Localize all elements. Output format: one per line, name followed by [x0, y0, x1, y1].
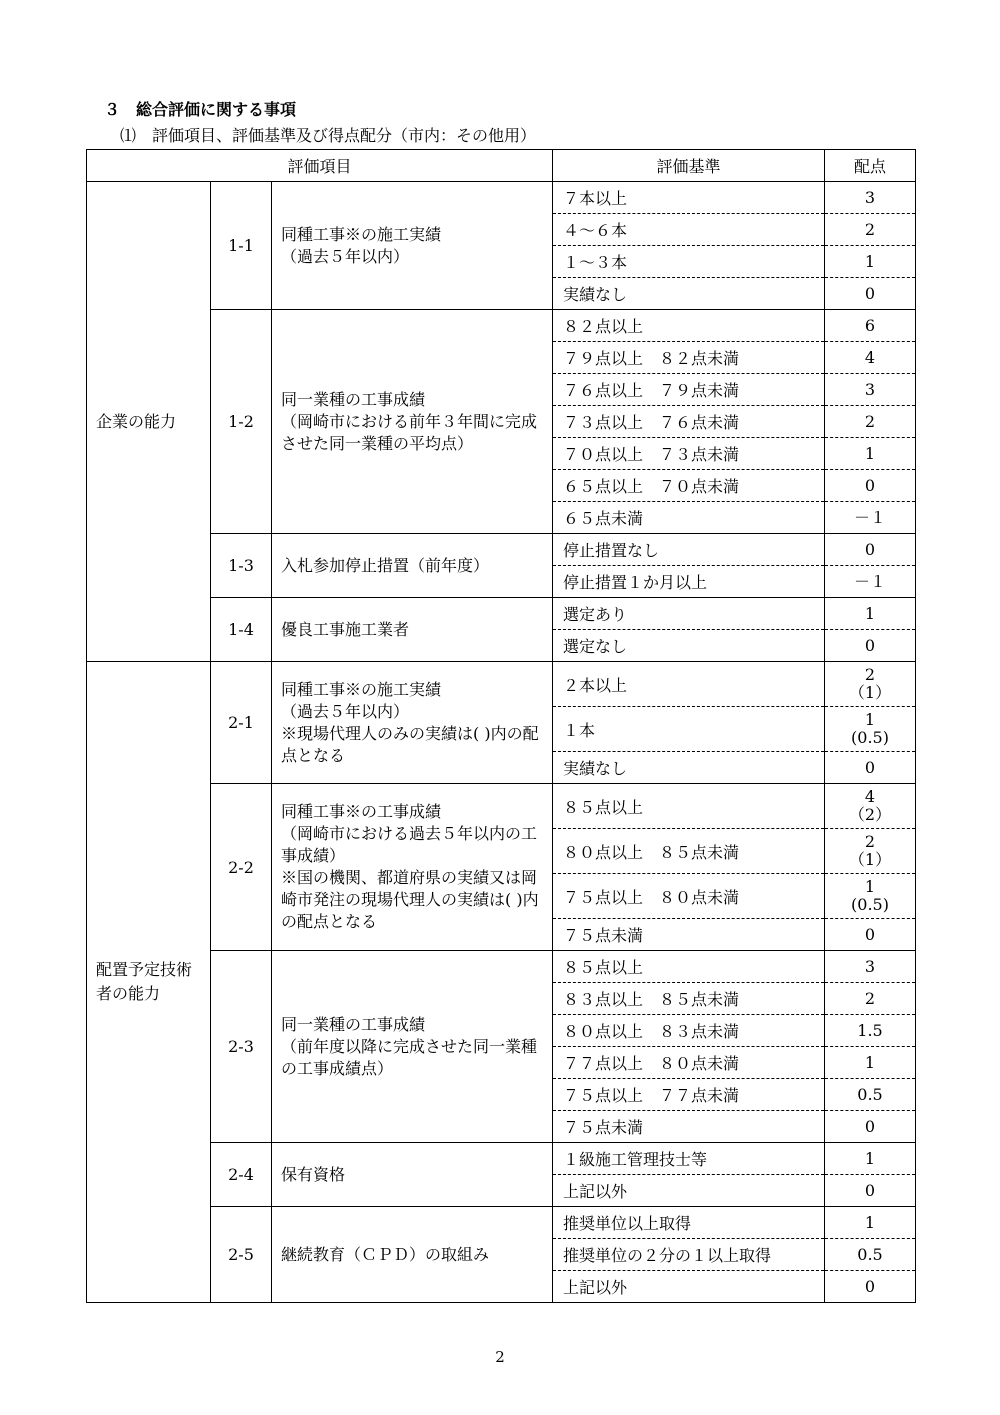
item-name: 同種工事※の施工実績 （過去５年以内）: [272, 182, 553, 310]
criterion-text: ７５点未満: [553, 919, 825, 951]
item-name: 継続教育（ＣＰＤ）の取組み: [272, 1207, 553, 1303]
criterion-text: 推奨単位以上取得: [553, 1207, 825, 1239]
criterion-points: [825, 598, 916, 630]
criterion-points: [825, 1143, 916, 1175]
item-code: 1-2: [211, 310, 272, 534]
criterion-points: [825, 919, 916, 951]
criterion-text: 停止措置１か月以上: [553, 566, 825, 598]
evaluation-table: [86, 149, 916, 1303]
item-name: 同一業種の工事成績 （岡崎市における前年３年間に完成させた同一業種の平均点）: [272, 310, 553, 534]
item-code: 2-5: [211, 1207, 272, 1303]
criterion-points: [825, 874, 916, 919]
criterion-points: [825, 406, 916, 438]
section-title: ３ 総合評価に関する事項: [104, 100, 297, 119]
evaluation-table-wrapper: [86, 149, 915, 1303]
criterion-text: １本: [553, 707, 825, 752]
points-alt-value: (0.5): [851, 728, 889, 747]
criterion-points: [825, 707, 916, 752]
criterion-text: ８５点以上: [553, 951, 825, 983]
points-value: 0: [864, 924, 876, 944]
table-row: [87, 951, 916, 983]
item-name: 保有資格: [272, 1143, 553, 1207]
item-code: 1-4: [211, 598, 272, 662]
criterion-points: [825, 662, 916, 707]
points-value: 0: [864, 283, 876, 303]
criterion-points: [825, 1175, 916, 1207]
points-value: 1: [864, 710, 876, 729]
item-code: 1-1: [211, 182, 272, 310]
table-row: [87, 310, 916, 342]
criterion-text: ８０点以上 ８３点未満: [553, 1015, 825, 1047]
table-body: [87, 182, 916, 1303]
points-value: 3: [864, 379, 876, 399]
criterion-text: ７本以上: [553, 182, 825, 214]
criterion-text: 上記以外: [553, 1175, 825, 1207]
criterion-points: [825, 983, 916, 1015]
criterion-points: [825, 246, 916, 278]
criterion-text: 選定あり: [553, 598, 825, 630]
points-value: 2: [864, 665, 876, 684]
item-code: 1-3: [211, 534, 272, 598]
criterion-points: [825, 310, 916, 342]
criterion-points: [825, 470, 916, 502]
criterion-text: ７９点以上 ８２点未満: [553, 342, 825, 374]
criterion-text: 実績なし: [553, 752, 825, 784]
criterion-text: ７０点以上 ７３点未満: [553, 438, 825, 470]
criterion-text: ８３点以上 ８５点未満: [553, 983, 825, 1015]
points-value: 0: [864, 539, 876, 559]
points-value: 1: [864, 443, 876, 463]
criterion-points: [825, 630, 916, 662]
points-value: 0: [864, 757, 876, 777]
item-name: 入札参加停止措置（前年度）: [272, 534, 553, 598]
criterion-text: 推奨単位の２分の１以上取得: [553, 1239, 825, 1271]
criterion-text: １～３本: [553, 246, 825, 278]
criterion-text: １級施工管理技士等: [553, 1143, 825, 1175]
page-number: 2: [495, 1348, 505, 1366]
subsection-title: ⑴ 評価項目、評価基準及び得点配分（市内：その他用）: [120, 126, 537, 145]
points-value: 0: [864, 1116, 876, 1136]
points-value: 1: [864, 877, 876, 896]
criterion-text: ８５点以上: [553, 784, 825, 829]
table-header-row: [87, 150, 916, 182]
points-value: 1: [864, 1148, 876, 1168]
points-value: 1: [864, 603, 876, 623]
criterion-points: [825, 182, 916, 214]
criterion-points: [825, 752, 916, 784]
item-code: 2-1: [211, 662, 272, 784]
table-row: [87, 784, 916, 829]
points-value: －１: [854, 507, 887, 527]
criterion-points: [825, 1271, 916, 1303]
points-value: 4: [864, 347, 876, 367]
criterion-text: 選定なし: [553, 630, 825, 662]
criterion-text: ８０点以上 ８５点未満: [553, 829, 825, 874]
points-value: 1: [864, 1052, 876, 1072]
item-code: 2-4: [211, 1143, 272, 1207]
points-value: 0: [864, 475, 876, 495]
criterion-points: [825, 1079, 916, 1111]
category-label: 配置予定技術者の能力: [87, 662, 211, 1303]
criterion-text: ８２点以上: [553, 310, 825, 342]
category-label: 企業の能力: [87, 182, 211, 662]
points-value: 1: [864, 251, 876, 271]
criterion-points: [825, 1111, 916, 1143]
points-value: 6: [864, 315, 876, 335]
points-alt-value: （1）: [848, 683, 892, 702]
points-value: 2: [864, 832, 876, 851]
points-value: 0: [864, 1276, 876, 1296]
criterion-text: ７７点以上 ８０点未満: [553, 1047, 825, 1079]
criterion-text: ２本以上: [553, 662, 825, 707]
criterion-points: [825, 278, 916, 310]
criterion-points: [825, 374, 916, 406]
points-alt-value: （1）: [848, 850, 892, 869]
points-alt-value: (0.5): [851, 895, 889, 914]
criterion-points: [825, 1239, 916, 1271]
points-value: －１: [854, 571, 887, 591]
criterion-points: [825, 951, 916, 983]
criterion-text: ４～６本: [553, 214, 825, 246]
criterion-points: [825, 534, 916, 566]
table-row: [87, 598, 916, 630]
points-value: 1.5: [857, 1020, 883, 1040]
item-name: 同種工事※の施工実績 （過去５年以内） ※現場代理人のみの実績は( )内の配点となる: [272, 662, 553, 784]
criterion-text: 上記以外: [553, 1271, 825, 1303]
criterion-text: ７５点以上 ８０点未満: [553, 874, 825, 919]
criterion-points: [825, 342, 916, 374]
criterion-text: ７６点以上 ７９点未満: [553, 374, 825, 406]
header-evaluation-item: 評価項目: [87, 150, 553, 182]
table-row: [87, 182, 916, 214]
criterion-points: [825, 438, 916, 470]
table-row: [87, 1143, 916, 1175]
criterion-points: [825, 214, 916, 246]
criterion-text: ６５点未満: [553, 502, 825, 534]
criterion-points: [825, 829, 916, 874]
criterion-points: [825, 1047, 916, 1079]
table-row: [87, 662, 916, 707]
points-value: 0.5: [857, 1244, 883, 1264]
item-name: 同種工事※の工事成績 （岡崎市における過去５年以内の工事成績） ※国の機関、都道府県の実績又は岡崎市発注の現場代理人の実績は( )内の配点となる: [272, 784, 553, 951]
points-value: 0: [864, 635, 876, 655]
points-value: 2: [864, 988, 876, 1008]
criterion-points: [825, 784, 916, 829]
points-alt-value: （2）: [848, 805, 892, 824]
item-code: 2-2: [211, 784, 272, 951]
item-code: 2-3: [211, 951, 272, 1143]
criterion-text: ６５点以上 ７０点未満: [553, 470, 825, 502]
points-value: 0.5: [857, 1084, 883, 1104]
points-value: 2: [864, 219, 876, 239]
table-row: [87, 534, 916, 566]
points-value: 1: [864, 1212, 876, 1232]
header-evaluation-criteria: 評価基準: [553, 150, 825, 182]
header-points: 配点: [825, 150, 916, 182]
item-name: 同一業種の工事成績 （前年度以降に完成させた同一業種の工事成績点）: [272, 951, 553, 1143]
points-value: 0: [864, 1180, 876, 1200]
criterion-text: ７３点以上 ７６点未満: [553, 406, 825, 438]
criterion-text: 停止措置なし: [553, 534, 825, 566]
points-value: 3: [864, 956, 876, 976]
criterion-text: ７５点以上 ７７点未満: [553, 1079, 825, 1111]
table-row: [87, 1207, 916, 1239]
points-value: 3: [864, 187, 876, 207]
criterion-points: [825, 1207, 916, 1239]
item-name: 優良工事施工業者: [272, 598, 553, 662]
criterion-text: ７５点未満: [553, 1111, 825, 1143]
points-value: 4: [864, 787, 876, 806]
points-value: 2: [864, 411, 876, 431]
criterion-points: [825, 502, 916, 534]
criterion-text: 実績なし: [553, 278, 825, 310]
criterion-points: [825, 566, 916, 598]
criterion-points: [825, 1015, 916, 1047]
